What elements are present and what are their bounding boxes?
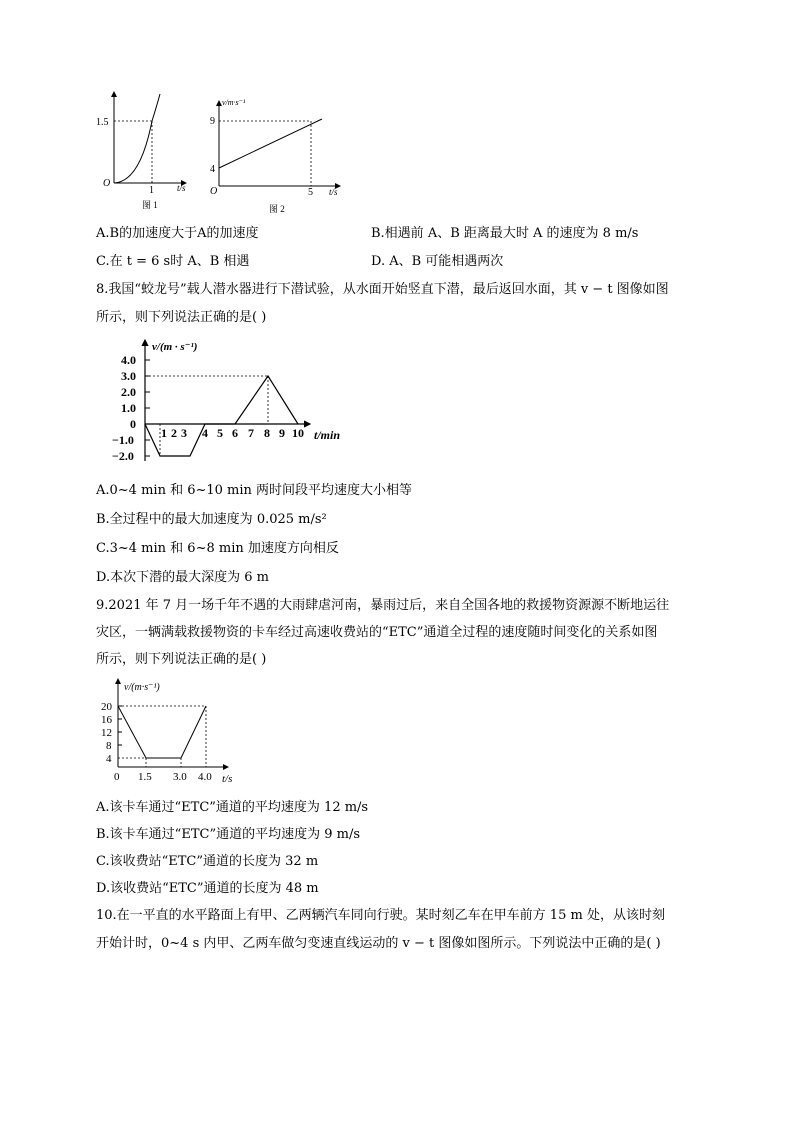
- q9-vt-chart: [98, 676, 248, 788]
- q7-option-c: C.在 t = 6 s时 A、B 相遇: [96, 254, 250, 269]
- q9-option-c: C.该收费站“ETC”通道的长度为 32 m: [96, 854, 319, 869]
- q7-option-a: A.B的加速度大于A的加速度: [96, 226, 259, 241]
- q8-option-d: D.本次下潜的最大深度为 6 m: [96, 570, 269, 585]
- x-tick: 5: [308, 187, 313, 198]
- origin-label: O: [103, 178, 111, 189]
- y-tick-8: 8: [106, 740, 112, 752]
- x-tick-8: 8: [264, 426, 270, 440]
- q9-option-a: A.该卡车通过“ETC”通道的平均速度为 12 m/s: [96, 800, 369, 815]
- q8-stem-line-2: 所示，则下列说法正确的是( ): [96, 310, 267, 325]
- q9-option-b: B.该卡车通过“ETC”通道的平均速度为 9 m/s: [96, 827, 360, 842]
- y-tick-0: 0: [130, 417, 136, 431]
- q8-vt-chart: [110, 336, 355, 471]
- velocity-polyline: [145, 376, 298, 456]
- q9-stem-line-3: 所示，则下列说法正确的是( ): [96, 652, 267, 667]
- x-tick-3: 3: [181, 426, 187, 440]
- x-axis-label: t/s: [177, 183, 186, 193]
- y-tick-1: 1.0: [121, 401, 136, 415]
- curve: [114, 94, 160, 183]
- q7-option-d: D. A、B 可能相遇两次: [371, 254, 504, 269]
- q9-option-d: D.该收费站“ETC”通道的长度为 48 m: [96, 881, 319, 896]
- q9-stem-line-2: 灾区，一辆满载救援物资的卡车经过高速收费站的“ETC”通道全过程的速度随时间变化的关系如图: [96, 625, 658, 640]
- y-tick-4: 4.0: [121, 353, 136, 367]
- velocity-line: [219, 119, 322, 168]
- y-tick-3: 3.0: [121, 369, 136, 383]
- x-tick-7: 7: [248, 426, 254, 440]
- q9-stem-line-1: 9.2021 年 7 月一场千年不遇的大雨肆虐河南，暴雨过后，来自全国各地的救援物资源源不断地运往: [96, 598, 670, 613]
- q10-stem-line-2: 开始计时，0~4 s 内甲、乙两车做匀变速直线运动的 v − t 图像如图所示。下列说法中正确的是( ): [96, 936, 661, 951]
- x-tick-5: 5: [217, 426, 223, 440]
- y-tick-20: 20: [101, 701, 112, 713]
- y-tick: 1.5: [96, 117, 109, 128]
- velocity-polyline: [118, 706, 206, 758]
- x-tick-2: 2: [171, 426, 177, 440]
- y-tick-4: 4: [106, 753, 112, 765]
- x-tick-6: 6: [232, 426, 238, 440]
- y-axis-label: v/m·s⁻¹: [222, 98, 246, 107]
- x-tick-9: 9: [279, 426, 285, 440]
- figure-caption: 图 1: [142, 200, 158, 210]
- q8-option-b: B.全过程中的最大加速度为 0.025 m/s²: [96, 512, 327, 527]
- x-axis-label: t/s: [222, 773, 233, 785]
- x-tick: 1: [149, 185, 154, 196]
- y-tick-2: 2.0: [121, 385, 136, 399]
- x-tick-1-5: 1.5: [138, 771, 152, 783]
- q8-option-c: C.3~4 min 和 6~8 min 加速度方向相反: [96, 541, 339, 556]
- y-tick-neg2: −2.0: [112, 449, 134, 463]
- x-tick-3-0: 3.0: [173, 771, 187, 783]
- q7-option-b: B.相遇前 A、B 距离最大时 A 的速度为 8 m/s: [371, 226, 639, 241]
- y-axis-label: v/(m · s⁻¹): [152, 341, 198, 353]
- x-tick-4-0: 4.0: [198, 771, 212, 783]
- y-axis-label: v/(m·s⁻¹): [124, 682, 160, 693]
- y-tick-9: 9: [210, 116, 215, 127]
- origin-label: O: [210, 186, 218, 197]
- q10-stem-line-1: 10.在一平直的水平路面上有甲、乙两辆汽车同向行驶。某时刻乙车在甲车前方 15 m 处，从该时刻: [96, 908, 665, 923]
- y-tick-4: 4: [210, 164, 215, 175]
- y-tick-neg1: −1.0: [112, 433, 134, 447]
- x-tick-1: 1: [161, 426, 167, 440]
- x-tick-10: 10: [292, 426, 304, 440]
- y-tick-16: 16: [101, 714, 112, 726]
- figure-caption: 图 2: [269, 204, 285, 214]
- x-tick-4: 4: [202, 426, 208, 440]
- x-axis-label: t/min: [314, 428, 341, 442]
- q7-figure-2: [205, 95, 355, 217]
- x-axis-label: t/s: [329, 187, 338, 197]
- q8-stem-line-1: 8.我国“蛟龙号”载人潜水器进行下潜试验，从水面开始竖直下潜，最后返回水面，其 v − t 图像如图: [96, 282, 669, 297]
- y-tick-12: 12: [101, 727, 112, 739]
- q7-figure-1: [90, 90, 200, 215]
- y-gridticks: [145, 360, 150, 456]
- q8-option-a: A.0~4 min 和 6~10 min 两时间段平均速度大小相等: [96, 483, 413, 498]
- x-tick-0: 0: [114, 771, 120, 783]
